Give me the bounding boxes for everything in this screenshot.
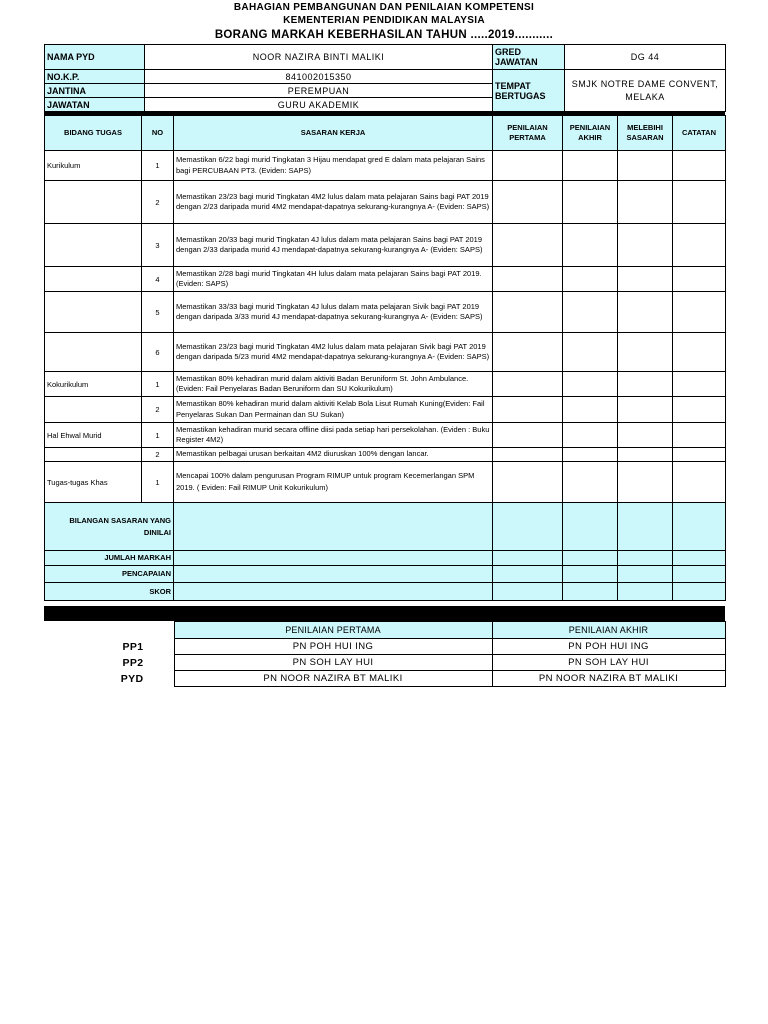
jumlah-akhir[interactable] [563,551,618,566]
jumlah-pertama[interactable] [493,551,563,566]
form-title: BORANG MARKAH KEBERHASILAN TAHUN .....2019........... [214,29,554,41]
sasaran-cell: Memastikan 6/22 bagi murid Tingkatan 3 Hijau mendapat gred E dalam mata pelajaran Sains bagi PERCUBAAN PT3. (Eviden: SAPS) [174,151,493,181]
role-label: PP2 [122,656,144,669]
col-melebihi: MELEBIHI SASARAN [618,116,673,151]
pertama-cell[interactable] [493,292,563,333]
catatan-cell[interactable] [673,181,726,224]
catatan-cell[interactable] [673,267,726,292]
signature-row [44,671,725,687]
bilangan-akhir[interactable] [563,503,618,551]
catatan-cell[interactable] [673,397,726,423]
jumlah-cell[interactable] [174,551,493,566]
bidang-cell [45,292,142,333]
bidang-cell [45,224,142,267]
sasaran-cell: Memastikan 80% kehadiran murid dalam aktiviti Kelab Bola Lisut Rumah Kuning(Eviden: Fail Penyelaras Sukan Dan Permainan dan SU Sukan) [174,397,493,423]
bidang-cell: Hal Ehwal Murid [45,423,142,448]
sasaran-cell: Memastikan kehadiran murid secara offline diisi pada setiap hari persekolahan. (Eviden : Buku Register 4M2) [174,423,493,448]
melebihi-cell[interactable] [618,333,673,372]
melebihi-cell[interactable] [618,397,673,423]
bidang-cell [45,397,142,423]
bidang-cell [45,181,142,224]
table-row [45,224,726,267]
sasaran-cell: Memastikan 23/23 bagi murid Tingkatan 4M2 lulus dalam mata pelajaran Sains bagi PAT 2019 dengan 2/23 daripada murid 4M2 mendapat-dapatnya sekurang-kurangnya A- (Eviden: SAPS) [174,181,493,224]
melebihi-cell[interactable] [618,267,673,292]
bilangan-row [45,503,726,551]
pertama-cell[interactable] [493,224,563,267]
akhir-name: PN NOOR NAZIRA BT MALIKI [492,671,725,687]
no-cell: 5 [142,292,174,333]
bidang-cell [45,333,142,372]
blank-cell [44,622,174,639]
no-cell: 1 [142,151,174,181]
pertama-cell[interactable] [493,448,563,462]
col-no: NO [142,116,174,151]
bidang-cell: Kurikulum [45,151,142,181]
pertama-name: PN SOH LAY HUI [174,655,492,671]
table-header-row [45,116,726,151]
jawatan-label: JAWATAN [45,98,145,112]
table-row [45,333,726,372]
skor-catatan[interactable] [673,583,726,601]
akhir-cell[interactable] [563,292,618,333]
catatan-cell[interactable] [673,372,726,397]
akhir-cell[interactable] [563,267,618,292]
no-cell: 2 [142,397,174,423]
pertama-cell[interactable] [493,462,563,503]
melebihi-cell[interactable] [618,423,673,448]
table-row [45,397,726,423]
sasaran-cell: Mencapai 100% dalam pengurusan Program RIMUP untuk program Kecemerlangan SPM 2019. ( Eviden: Fail RIMUP Unit Kokurikulum) [174,462,493,503]
sasaran-cell: Memastikan 20/33 bagi murid Tingkatan 4J lulus dalam mata pelajaran Sains bagi PAT 2019 dengan 2/33 daripada murid 4J mendapat-dapatnya sekurang-kurangnya A- (Eviden: SAPS) [174,224,493,267]
no-cell: 1 [142,372,174,397]
jumlah-label: JUMLAH MARKAH [45,551,174,566]
pertama-cell[interactable] [493,397,563,423]
bilangan-catatan[interactable] [673,503,726,551]
catatan-cell[interactable] [673,333,726,372]
bidang-cell: Kokurikulum [45,372,142,397]
pencapaian-akhir[interactable] [563,566,618,583]
signature-row [44,655,725,671]
nokp-label: NO.K.P. [45,70,145,84]
bilangan-melebihi[interactable] [618,503,673,551]
akhir-cell[interactable] [563,151,618,181]
melebihi-cell[interactable] [618,181,673,224]
akhir-cell[interactable] [563,372,618,397]
table-row [45,292,726,333]
pertama-name: PN POH HUI ING [174,639,492,655]
col-akhir: PENILAIAN AKHIR [563,116,618,151]
info-table [44,44,726,112]
catatan-cell[interactable] [673,224,726,267]
akhir-cell[interactable] [563,333,618,372]
pertama-cell[interactable] [493,423,563,448]
targets-table [44,115,726,601]
no-cell: 2 [142,181,174,224]
sasaran-cell: Memastikan pelbagai urusan berkaitan 4M2 diuruskan 100% dengan lancar. [174,448,493,462]
sasaran-cell: Memastikan 80% kehadiran murid dalam aktiviti Badan Beruniform St. John Ambulance.(Eviden: Fail Penyelaras Badan Beruniform dan SU Kokurikulum) [174,372,493,397]
gred-value: DG 44 [565,45,726,70]
skor-row [45,583,726,601]
jawatan-value: GURU AKADEMIK [145,98,493,112]
pencapaian-row [45,566,726,583]
jumlah-row [45,551,726,566]
catatan-cell[interactable] [673,423,726,448]
skor-akhir[interactable] [563,583,618,601]
jantina-value: PEREMPUAN [145,84,493,98]
no-cell: 2 [142,448,174,462]
catatan-cell[interactable] [673,151,726,181]
no-cell: 1 [142,462,174,503]
table-row [45,462,726,503]
signature-table [44,621,726,687]
nokp-value: 841002015350 [145,70,493,84]
pencapaian-cell[interactable] [174,566,493,583]
sasaran-cell: Memastikan 33/33 bagi murid Tingkatan 4J lulus dalam mata pelajaran Sivik bagi PAT 2019 dengan daripada 3/33 murid 4J mendapat-dapatnya sekurang-kurangnya A- (Eviden: SAPS) [174,292,493,333]
catatan-cell[interactable] [673,462,726,503]
sasaran-cell: Memastikan 23/23 bagi murid Tingkatan 4M2 lulus dalam mata pelajaran Sivik bagi PAT 2019 dengan daripada 5/23 murid 4M2 mendapat-dapatnya sekurang-kurangnya A- (Eviden: SAPS) [174,333,493,372]
ministry-heading: KEMENTERIAN PENDIDIKAN MALAYSIA [283,15,485,26]
pertama-cell[interactable] [493,151,563,181]
akhir-cell[interactable] [563,448,618,462]
melebihi-cell[interactable] [618,224,673,267]
akhir-cell[interactable] [563,224,618,267]
bilangan-label: BILANGAN SASARAN YANG DINILAI [45,503,174,551]
table-row [45,267,726,292]
bidang-cell [45,267,142,292]
akhir-cell[interactable] [563,397,618,423]
sasaran-cell: Memastikan 2/28 bagi murid Tingkatan 4H lulus dalam mata pelajaran Sains bagi PAT 2019. (Eviden: SAPS) [174,267,493,292]
skor-cell[interactable] [174,583,493,601]
nama-value: NOOR NAZIRA BINTI MALIKI [145,45,493,70]
pertama-cell[interactable] [493,372,563,397]
pencapaian-catatan[interactable] [673,566,726,583]
melebihi-cell[interactable] [618,372,673,397]
bidang-cell [45,448,142,462]
pertama-cell[interactable] [493,333,563,372]
pertama-cell[interactable] [493,181,563,224]
table-row [45,423,726,448]
akhir-cell[interactable] [563,423,618,448]
akhir-name: PN POH HUI ING [492,639,725,655]
tempat-label: TEMPAT BERTUGAS [493,70,565,112]
tempat-value: SMJK NOTRE DAME CONVENT, MELAKA [565,70,726,112]
col-sasaran: SASARAN KERJA [174,116,493,151]
jumlah-melebihi[interactable] [618,551,673,566]
skor-melebihi[interactable] [618,583,673,601]
catatan-cell[interactable] [673,292,726,333]
jantina-label: JANTINA [45,84,145,98]
col-catatan: CATATAN [673,116,726,151]
no-cell: 6 [142,333,174,372]
signature-row [44,639,725,655]
catatan-cell[interactable] [673,448,726,462]
akhir-name: PN SOH LAY HUI [492,655,725,671]
role-label: PP1 [122,640,144,653]
melebihi-cell[interactable] [618,292,673,333]
divider-bar [44,606,725,621]
skor-pertama[interactable] [493,583,563,601]
sign-col-pertama: PENILAIAN PERTAMA [174,622,492,639]
bilangan-pertama[interactable] [493,503,563,551]
akhir-cell[interactable] [563,462,618,503]
skor-label: SKOR [45,583,174,601]
gred-label: GRED JAWATAN [493,45,565,70]
melebihi-cell[interactable] [618,462,673,503]
pertama-name: PN NOOR NAZIRA BT MALIKI [174,671,492,687]
bilangan-cell[interactable] [174,503,493,551]
col-bidang: BIDANG TUGAS [45,116,142,151]
pencapaian-label: PENCAPAIAN [45,566,174,583]
table-row [45,151,726,181]
sign-col-akhir: PENILAIAN AKHIR [492,622,725,639]
pencapaian-pertama[interactable] [493,566,563,583]
role-label: PYD [120,672,144,685]
org-heading: BAHAGIAN PEMBANGUNAN DAN PENILAIAN KOMPETENSI [233,2,535,13]
no-cell: 3 [142,224,174,267]
bidang-cell: Tugas-tugas Khas [45,462,142,503]
table-row [45,372,726,397]
nama-label: NAMA PYD [45,45,145,70]
melebihi-cell[interactable] [618,151,673,181]
col-pertama: PENILAIAN PERTAMA [493,116,563,151]
table-row [45,181,726,224]
melebihi-cell[interactable] [618,448,673,462]
pertama-cell[interactable] [493,267,563,292]
table-row [45,448,726,462]
pencapaian-melebihi[interactable] [618,566,673,583]
no-cell: 1 [142,423,174,448]
no-cell: 4 [142,267,174,292]
jumlah-catatan[interactable] [673,551,726,566]
akhir-cell[interactable] [563,181,618,224]
